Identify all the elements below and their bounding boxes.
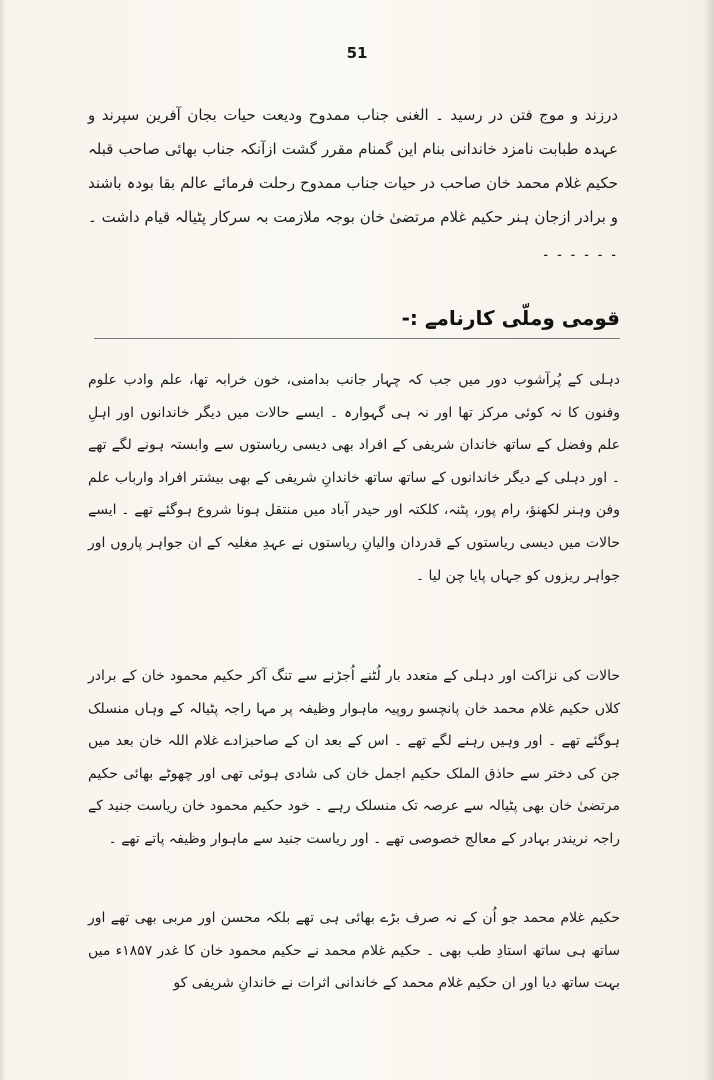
paragraph-1: دہلی کے پُرآشوب دور میں جب کہ چہار جانب بدامنی، خون خرابہ تھا، علم وادب علوم وفنون کا نہ کوئی مرکز تھا اور نہ ہی گہوارہ ۔ ایسے حالات میں دیگر خاندانوں اور اہلِ علم وفضل کے ساتھ خاندان شریفی کے افراد بھی دیسی ریاستوں سے وابستہ ہونے لگے تھے ۔ اور دہلی کے دیگر خاندانوں کے ساتھ ساتھ خاندانِ شریفی کے بھی بیشتر افراد وارباب علم وفن وہنر لکھنؤ، رام پور، پٹنہ، کلکتہ اور حیدر آباد میں منتقل ہونا شروع ہوگئے تھے ۔ ایسے حالات میں دیسی ریاستوں کے قدردان والیانِ ریاستوں نے عہدِ مغلیہ کے ان جواہر پاروں اور جواہر ریزوں کو جہاں پایا چن لیا ۔	[88, 372, 620, 584]
paragraph-2: حالات کی نزاکت اور دہلی کے متعدد بار لُٹنے اُجڑنے سے تنگ آکر حکیم محمود خان کے برادر کلاں حکیم غلام محمد خان پانچسو روپیہ ماہوار وظیفہ پر مہا راجہ پٹیالہ کے وہاں منسلک ہوگئے تھے ۔ اور وہیں رہنے لگے تھے ۔ اس کے بعد ان کے صاحبزادے غلام اللہ خان بعد میں جن کی دختر سے حاذق الملک حکیم اجمل خان کی شادی ہوئی تھی اور چھوٹے بھائی حکیم مرتضیٰ خان بھی پٹیالہ سے عرصہ تک منسلک رہے ۔ خود حکیم محمود خان ریاست جنید کے راجہ نریندر بہادر کے معالج خصوصی تھے ۔ اور ریاست جنید سے ماہوار وظیفہ پاتے تھے ۔	[88, 668, 620, 847]
paragraph-3: حکیم غلام محمد جو اُن کے نہ صرف بڑے بھائی ہی تھے بلکہ محسن اور مربی بھی تھے اور ساتھ ہی ساتھ استادِ طب بھی ۔ حکیم غلام محمد نے حکیم محمود خان کا غدر ۱۸۵۷ء میں بہت ساتھ دیا اور ان حکیم غلام محمد کے خاندانی اثرات نے خاندانِ شریفی کو	[88, 910, 620, 991]
page-left-shadow	[0, 0, 6, 1080]
intro-persian-passage: درزند و موج فتن در رسید ۔ الغنی جناب ممدوح ودیعت حیات بجان آفرین سپرند و عہدہ طبابت نامزد خاندانی بنام این گمنام مقرر گشت ازآنکہ جناب بھائی صاحب قبلہ حکیم غلام محمد خان صاحب در حیات جناب ممدوح رحلت فرمائے عالم بقا بودہ باشند و برادر ازجان ہنر حکیم غلام مرتضیٰ خان بوجہ ملازمت بہ سرکار پٹیالہ قیام داشت ۔ ۔ ۔ ۔ ۔ ۔ ۔	[88, 106, 618, 260]
section-heading: قومی وملّی کارنامے :-	[401, 306, 620, 330]
page-number: 51	[346, 44, 368, 62]
page-right-shadow	[704, 0, 714, 1080]
heading-underline	[94, 338, 620, 339]
